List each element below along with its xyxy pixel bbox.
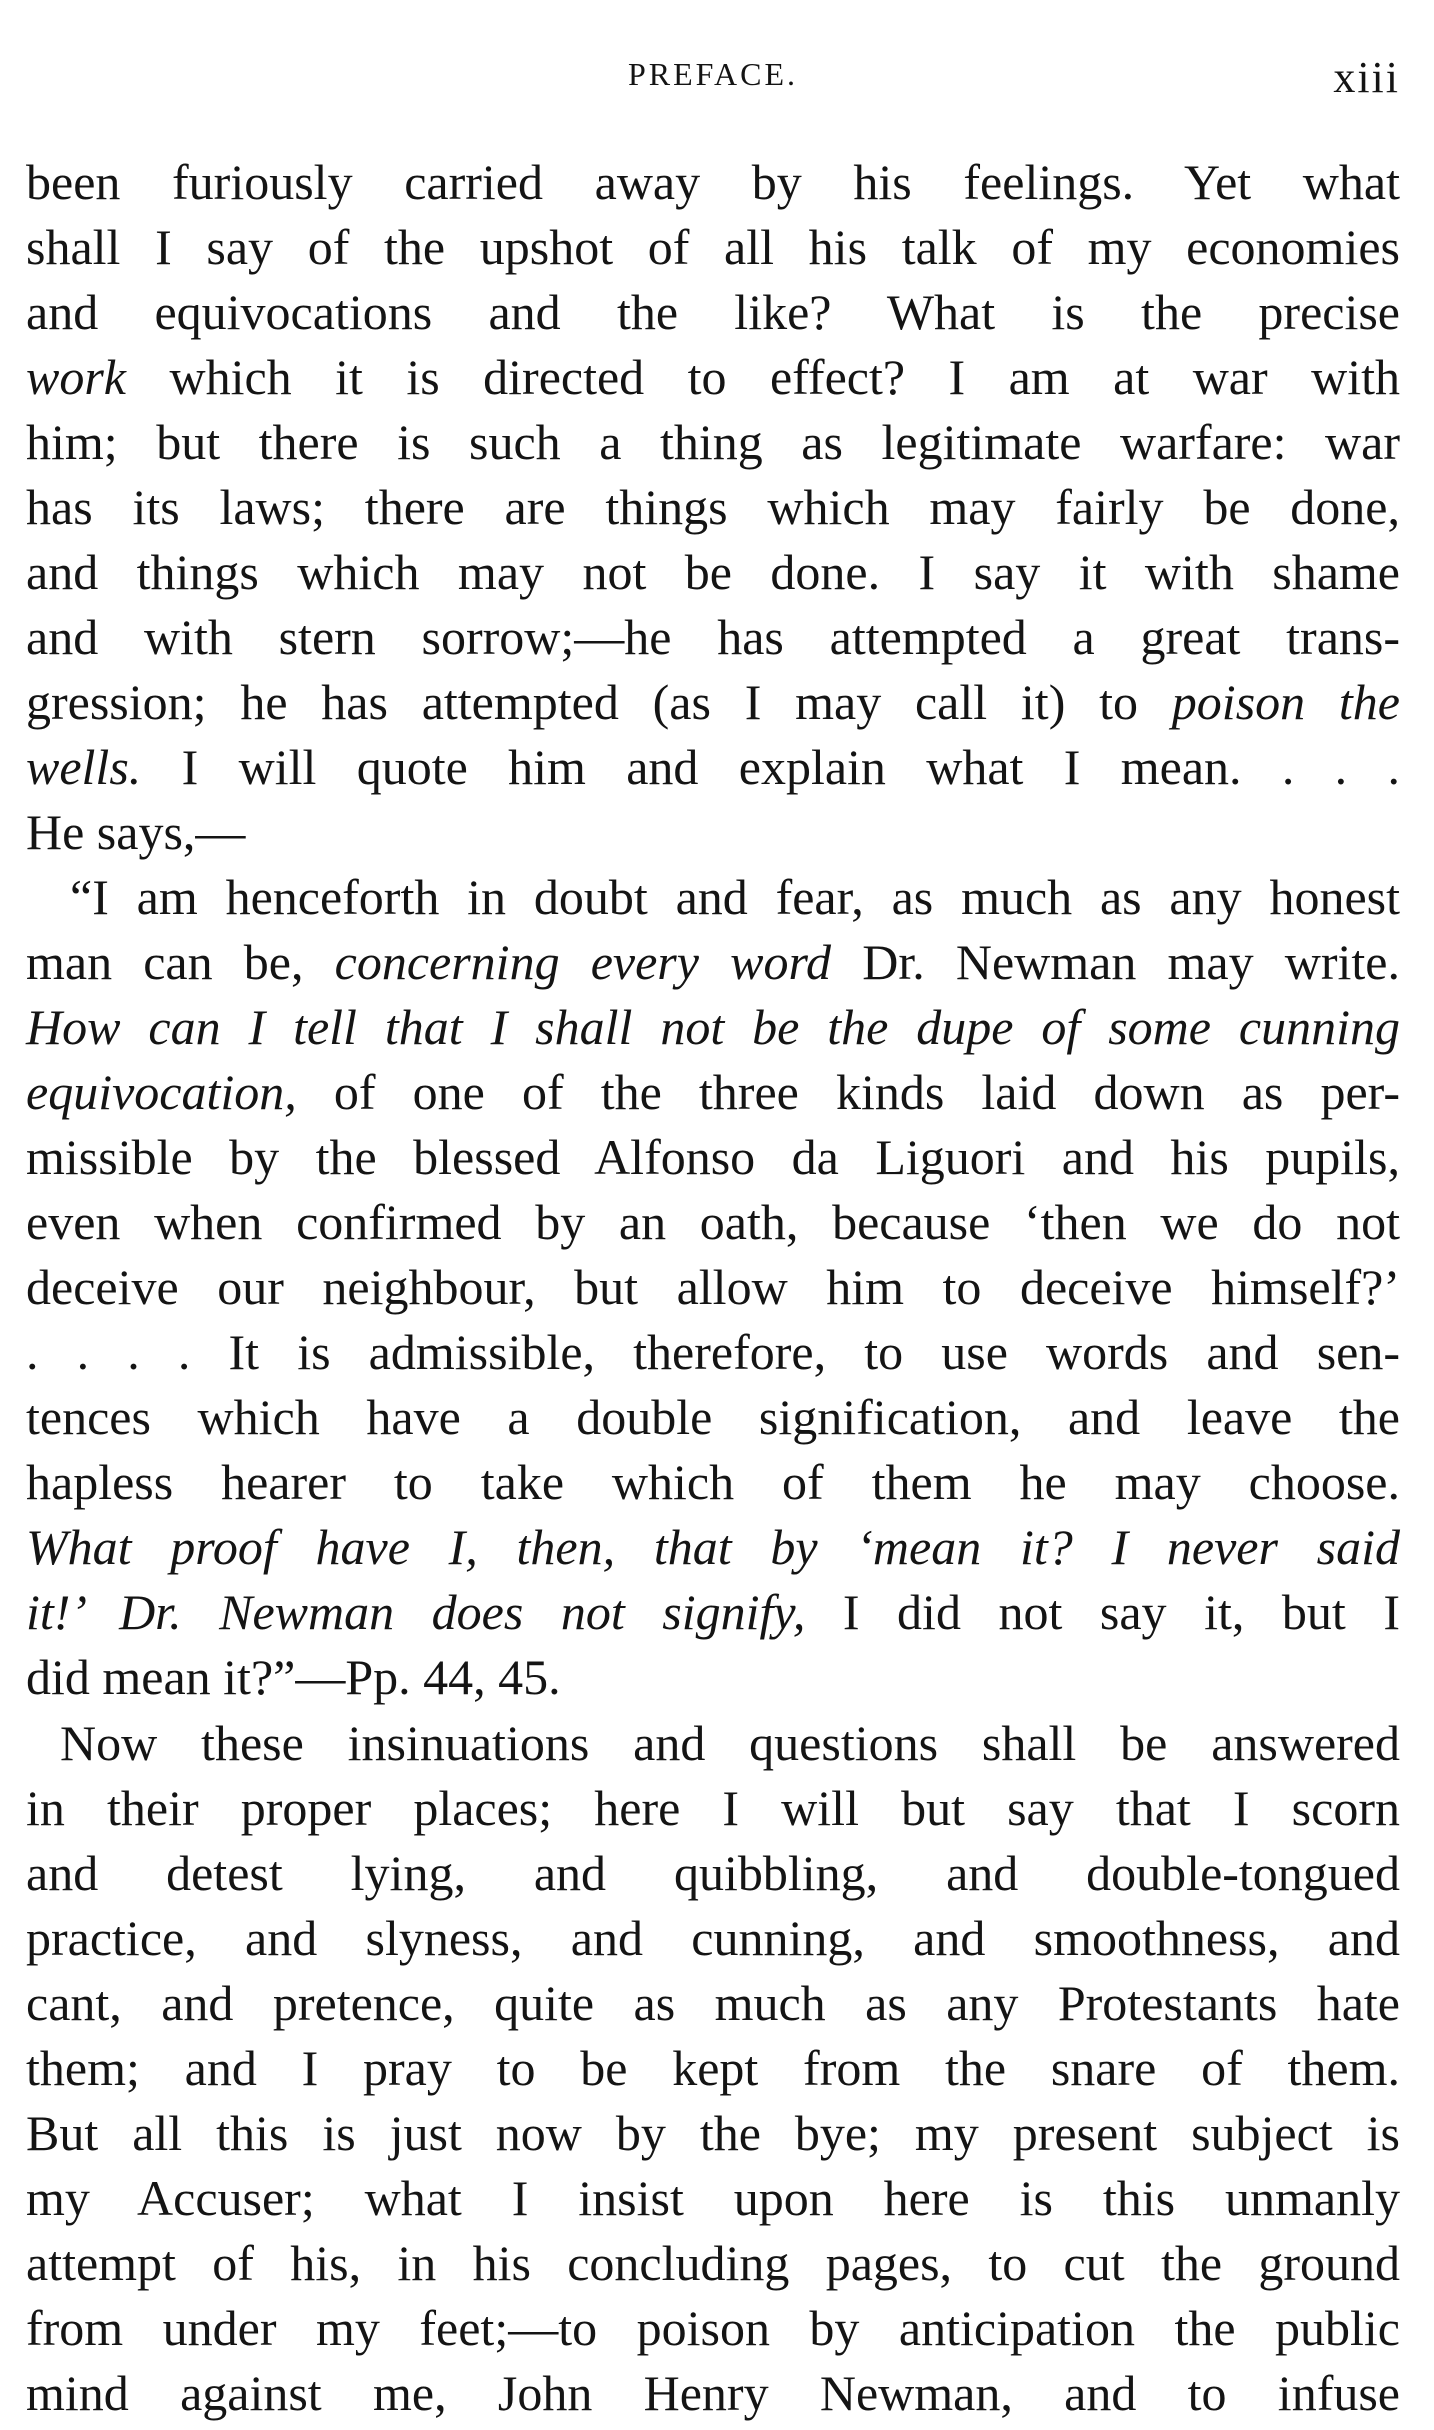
text-segment: I will quote him and explain what I mean. . . .: [141, 739, 1400, 795]
text-line: [26, 1386, 1400, 1448]
text-segment: of one of the three kinds laid down as per-: [296, 1064, 1400, 1120]
italic-text: What proof have I, then, that by ‘mean it? I never said: [26, 1519, 1400, 1575]
text-segment: from under my feet;—to poison by anticipation the public: [26, 2300, 1400, 2356]
text-line: [26, 476, 1400, 538]
text-segment: did mean it?”—Pp. 44, 45.: [26, 1649, 561, 1705]
text-line: [26, 1516, 1400, 1578]
text-line: [26, 866, 1400, 928]
text-segment: missible by the blessed Alfonso da Liguori and his pupils,: [26, 1129, 1400, 1185]
text-line: [26, 1907, 1400, 1969]
text-segment: and equivocations and the like? What is the precise: [26, 284, 1400, 340]
text-segment: tences which have a double signification, and leave the: [26, 1389, 1400, 1445]
text-line: [26, 606, 1400, 668]
text-line: [26, 2232, 1400, 2294]
text-line: [26, 931, 1400, 993]
text-line: [26, 2297, 1400, 2359]
text-segment: them; and I pray to be kept from the snare of them.: [26, 2040, 1400, 2096]
text-segment: and with stern sorrow;—he has attempted a great trans-: [26, 609, 1400, 665]
running-title: PREFACE.: [627, 56, 799, 92]
text-line: [26, 1256, 1400, 1318]
text-segment: in their proper places; here I will but say that I scorn: [26, 1780, 1400, 1836]
text-line: [26, 996, 1400, 1058]
text-line: [26, 736, 1400, 798]
text-segment: Now these insinuations and questions shall be answered: [60, 1715, 1400, 1771]
text-line: [26, 411, 1400, 473]
text-segment: which it is directed to effect? I am at war with: [126, 349, 1400, 405]
book-page: [26, 0, 1400, 2430]
text-line: [26, 1581, 1400, 1643]
text-segment: and detest lying, and quibbling, and double-tongued: [26, 1845, 1400, 1901]
text-segment: attempt of his, in his concluding pages, to cut the ground: [26, 2235, 1400, 2291]
text-line: [26, 151, 1400, 213]
text-line: [26, 1061, 1400, 1123]
text-line: [26, 541, 1400, 603]
italic-text: How can I tell that I shall not be the dupe of some cunning: [26, 999, 1400, 1055]
text-line: [26, 2037, 1400, 2099]
text-segment: deceive our neighbour, but allow him to deceive himself?’: [26, 1259, 1400, 1315]
text-segment: I did not say it, but I: [805, 1584, 1400, 1640]
text-line: [26, 1972, 1400, 2034]
text-line: [26, 1777, 1400, 1839]
text-segment: and things which may not be done. I say it with shame: [26, 544, 1400, 600]
italic-text: wells.: [26, 739, 142, 795]
text-line: [26, 216, 1400, 278]
text-segment: practice, and slyness, and cunning, and smoothness, and: [26, 1910, 1400, 1966]
text-segment: He says,—: [26, 804, 246, 860]
text-line: [26, 1646, 1400, 1708]
text-segment: Dr. Newman may write.: [831, 934, 1400, 990]
text-segment: . . . . It is admissible, therefore, to use words and sen-: [26, 1324, 1400, 1380]
text-line: [26, 2167, 1400, 2229]
text-line: [26, 2362, 1400, 2424]
text-segment: shall I say of the upshot of all his talk of my economies: [26, 219, 1400, 275]
text-segment: been furiously carried away by his feelings. Yet what: [26, 154, 1400, 210]
italic-text: equivocation,: [26, 1064, 297, 1120]
text-line: [26, 1191, 1400, 1253]
text-segment: mind against me, John Henry Newman, and to infuse: [26, 2365, 1400, 2421]
text-line: [26, 1321, 1400, 1383]
text-segment: cant, and pretence, quite as much as any Protestants hate: [26, 1975, 1400, 2031]
italic-text: poison the: [1171, 674, 1401, 730]
text-line: [26, 1451, 1400, 1513]
text-segment: him; but there is such a thing as legitimate warfare: war: [26, 414, 1400, 470]
text-line: [26, 1126, 1400, 1188]
running-head: [26, 52, 1400, 108]
text-line: [26, 671, 1400, 733]
text-segment: “I am henceforth in doubt and fear, as much as any honest: [70, 869, 1400, 925]
text-segment: my Accuser; what I insist upon here is this unmanly: [26, 2170, 1400, 2226]
text-line: [26, 346, 1400, 408]
text-line: [26, 801, 1400, 863]
text-segment: even when confirmed by an oath, because ‘then we do not: [26, 1194, 1400, 1250]
text-line: [26, 2102, 1400, 2164]
text-line: [26, 281, 1400, 343]
text-segment: has its laws; there are things which may fairly be done,: [26, 479, 1400, 535]
text-segment: But all this is just now by the bye; my present subject is: [26, 2105, 1400, 2161]
text-line: [26, 1842, 1400, 1904]
page-number: xiii: [1333, 53, 1400, 102]
text-segment: hapless hearer to take which of them he may choose.: [26, 1454, 1400, 1510]
italic-text: it!’ Dr. Newman does not signify,: [26, 1584, 806, 1640]
text-line: [26, 1712, 1400, 1774]
text-segment: man can be,: [26, 934, 335, 990]
italic-text: work: [26, 349, 126, 405]
italic-text: concerning every word: [334, 934, 832, 990]
text-segment: gression; he has attempted (as I may call it) to: [26, 674, 1172, 730]
